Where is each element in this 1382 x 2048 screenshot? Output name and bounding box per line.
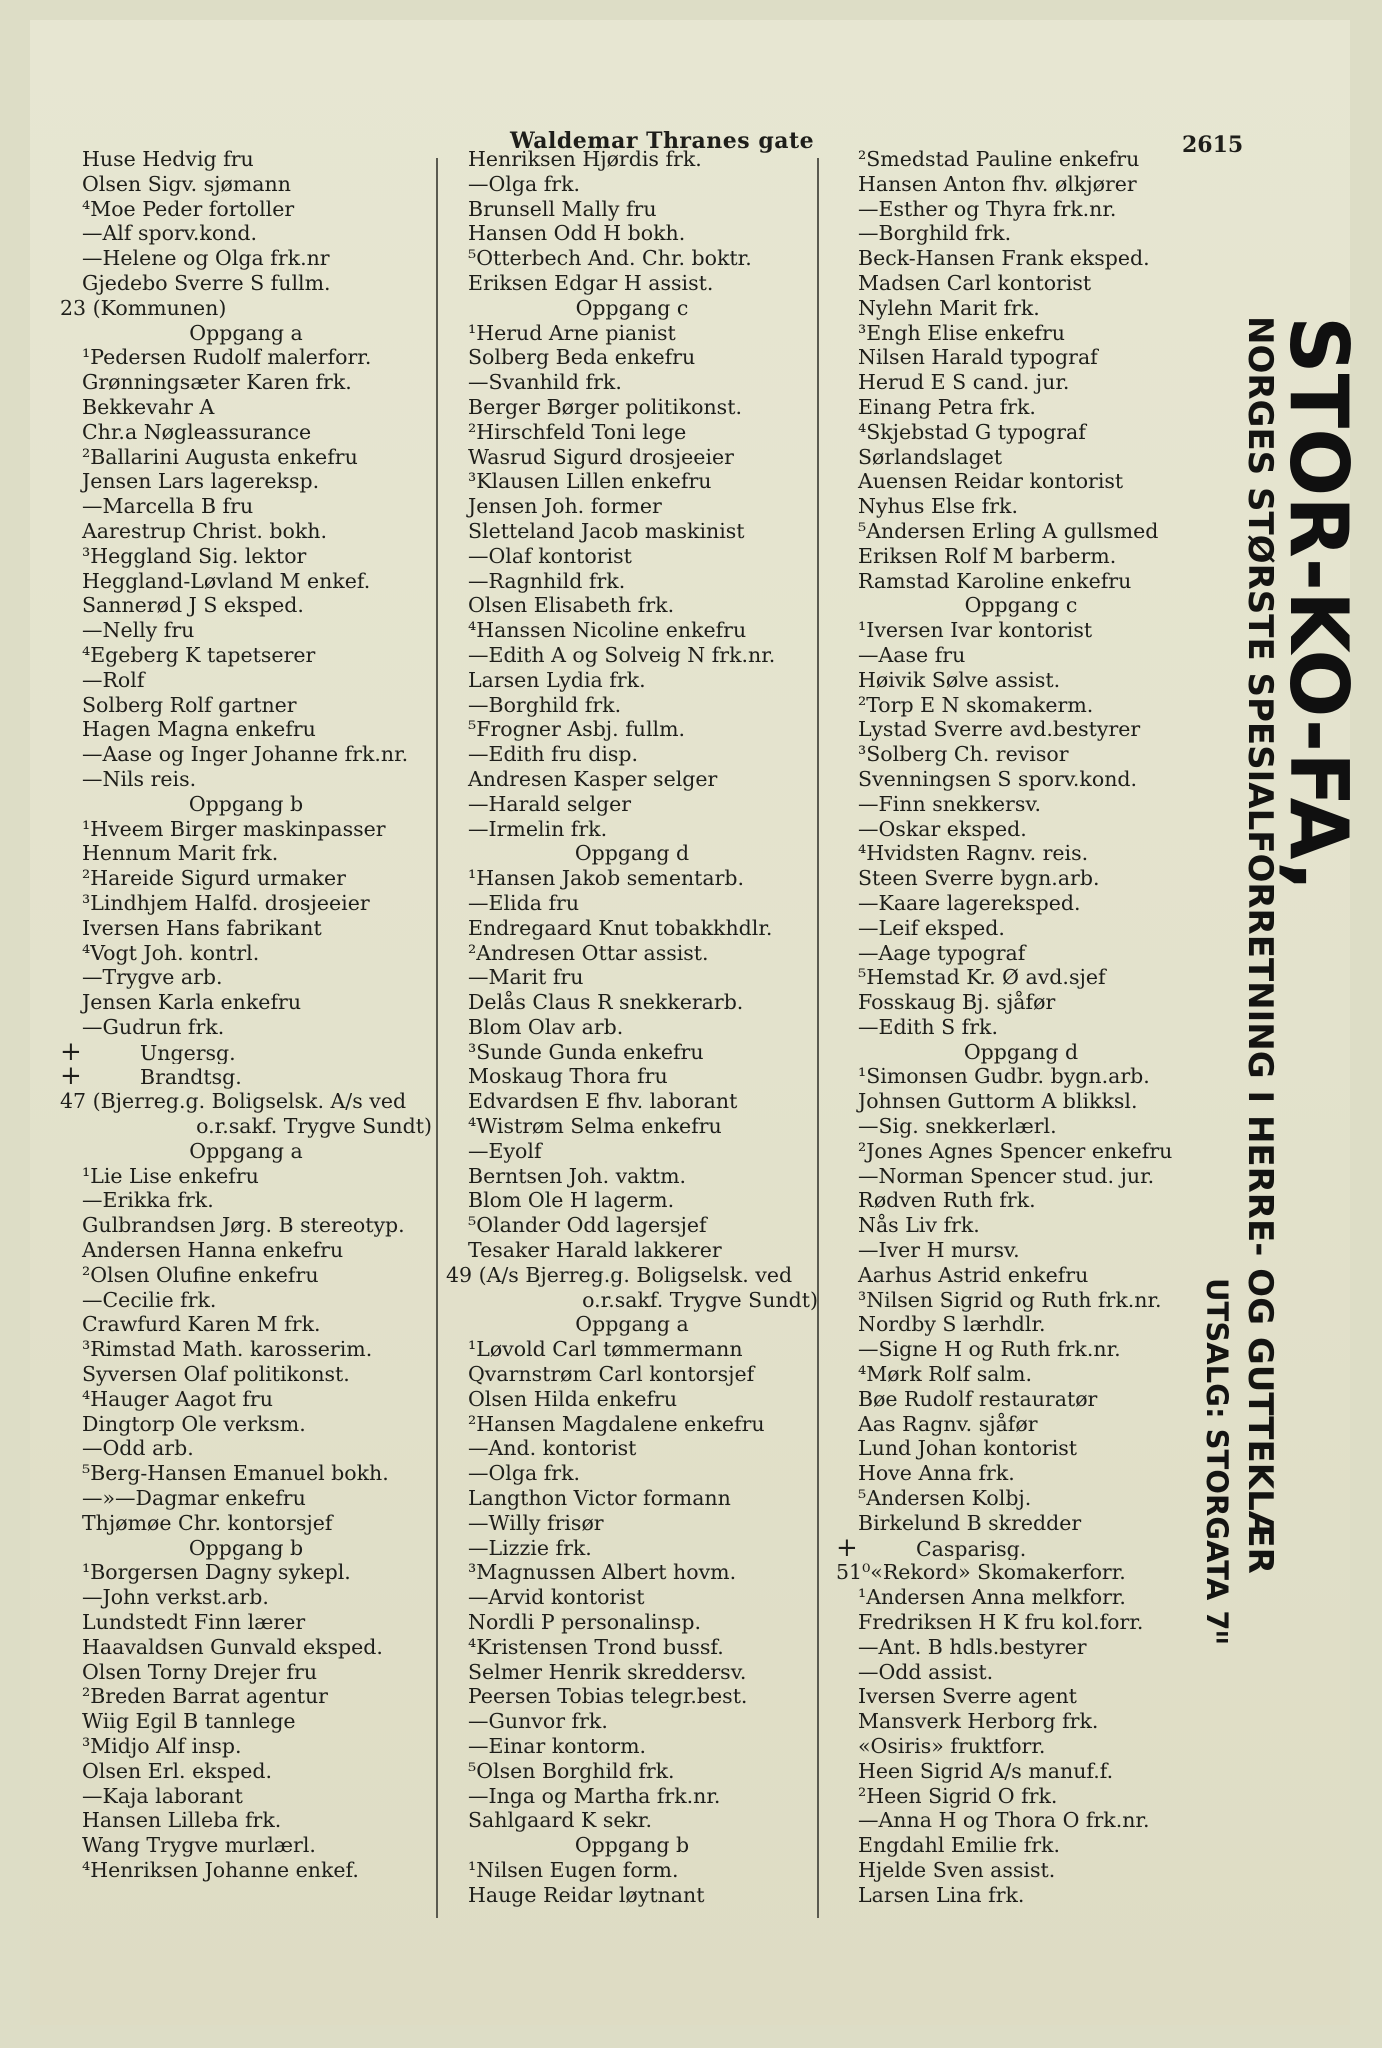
- resident-entry: ³Heggland Sig. lektor: [82, 543, 307, 568]
- resident-entry: —Edith fru disp.: [468, 742, 639, 767]
- resident-entry: —And. kontorist: [468, 1436, 637, 1461]
- resident-entry: Andersen Hanna enkefru: [82, 1238, 344, 1263]
- ad-address: UTSALG: STORGATA 7ᴵᴵ: [1200, 1278, 1234, 1645]
- resident-entry: —Signe H og Ruth frk.nr.: [858, 1337, 1121, 1362]
- house-number: 51⁰«Rekord» Skomakerforr.: [836, 1560, 1126, 1585]
- resident-entry: ³Rimstad Math. karosserim.: [82, 1337, 373, 1362]
- resident-entry: Sahlgaard K sekr.: [468, 1808, 652, 1833]
- resident-entry: Johnsen Guttorm A blikksl.: [858, 1089, 1138, 1114]
- resident-entry: Iversen Sverre agent: [858, 1684, 1077, 1709]
- resident-entry: Hansen Lilleba frk.: [82, 1808, 282, 1833]
- resident-entry: —Marcella B fru: [82, 494, 254, 519]
- resident-entry: Rødven Ruth frk.: [858, 1188, 1036, 1213]
- resident-entry: ¹Pedersen Rudolf malerforr.: [82, 345, 372, 370]
- resident-entry: ³Midjo Alf insp.: [82, 1734, 242, 1758]
- resident-entry: ⁴Hvidsten Ragnv. reis.: [858, 841, 1089, 866]
- resident-entry: Hagen Magna enkefru: [82, 717, 316, 742]
- cross-icon: +: [836, 1535, 858, 1561]
- resident-entry: Olsen Torny Drejer fru: [82, 1659, 318, 1684]
- resident-entry: Hjelde Sven assist.: [858, 1857, 1056, 1882]
- resident-entry: ²Jones Agnes Spencer enkefru: [858, 1138, 1173, 1163]
- resident-entry: Madsen Carl kontorist: [858, 270, 1092, 295]
- resident-entry: Gulbrandsen Jørg. B stereotyp.: [82, 1213, 405, 1238]
- resident-entry: Grønningsæter Karen frk.: [82, 370, 352, 395]
- resident-entry: Hove Anna frk.: [858, 1461, 1015, 1486]
- resident-entry: —Norman Spencer stud. jur.: [858, 1163, 1155, 1188]
- resident-entry: Eriksen Edgar H assist.: [468, 270, 714, 295]
- resident-entry: Tesaker Harald lakkerer: [468, 1238, 722, 1263]
- resident-entry: Aarestrup Christ. bokh.: [82, 518, 327, 543]
- cross-street-label: Brandtsg.: [140, 1065, 242, 1090]
- cross-street: [60, 1064, 432, 1089]
- resident-entry: Fredriksen H K fru kol.forr.: [858, 1610, 1144, 1635]
- resident-entry: Jensen Lars lagereksp.: [82, 469, 320, 494]
- resident-entry: ⁴Henriksen Johanne enkef.: [82, 1857, 359, 1882]
- column-divider: [436, 158, 438, 1918]
- resident-entry: Huse Hedvig fru: [82, 147, 254, 171]
- resident-entry: ⁵Hemstad Kr. Ø avd.sjef: [858, 965, 1106, 990]
- resident-entry: Olsen Sigv. sjømann: [82, 171, 291, 196]
- resident-entry: —Helene og Olga frk.nr: [82, 246, 330, 271]
- resident-entry: ⁴Hauger Aagot fru: [82, 1386, 273, 1411]
- resident-entry: —Einar kontorm.: [468, 1734, 647, 1758]
- resident-entry: ⁵Andersen Erling A gullsmed: [858, 518, 1159, 543]
- resident-entry: ⁵Olander Odd lagersjef: [468, 1213, 707, 1238]
- resident-entry: Auensen Reidar kontorist: [858, 469, 1124, 494]
- resident-entry: Iversen Hans fabrikant: [82, 915, 322, 940]
- resident-entry: ⁵Frogner Asbj. fullm.: [468, 717, 686, 742]
- section-heading: Oppgang a: [189, 320, 303, 345]
- resident-entry: —Borghild frk.: [858, 221, 1012, 246]
- resident-entry: Nås Liv frk.: [858, 1213, 980, 1238]
- resident-entry: Lystad Sverre avd.bestyrer: [858, 717, 1141, 742]
- resident-entry: Qvarnstrøm Carl kontorsjef: [468, 1362, 755, 1387]
- resident-entry: ²Ballarini Augusta enkefru: [82, 444, 358, 469]
- resident-entry: Einang Petra frk.: [858, 394, 1036, 419]
- resident-entry: ⁴Wistrøm Selma enkefru: [468, 1114, 722, 1139]
- resident-entry: Nilsen Harald typograf: [858, 345, 1098, 370]
- resident-entry: ⁴Kristensen Trond bussf.: [468, 1634, 724, 1659]
- section-heading: Oppgang a: [189, 1138, 303, 1163]
- resident-entry: ¹Simonsen Gudbr. bygn.arb.: [858, 1064, 1150, 1089]
- resident-entry: —John verkst.arb.: [82, 1585, 269, 1610]
- resident-entry: Endregaard Knut tobakkhdlr.: [468, 915, 773, 940]
- resident-entry: ¹Lie Lise enkefru: [82, 1163, 259, 1188]
- section-heading: Oppgang c: [964, 593, 1078, 618]
- building-owner: o.r.sakf. Trygve Sundt): [196, 1114, 432, 1139]
- resident-entry: ¹Andersen Anna melkforr.: [858, 1585, 1126, 1610]
- resident-entry: —Gunvor frk.: [468, 1709, 608, 1734]
- resident-entry: —Olga frk.: [468, 171, 581, 196]
- resident-entry: —Aase fru: [858, 642, 966, 667]
- resident-entry: —Finn snekkersv.: [858, 791, 1042, 816]
- resident-entry: —Rolf: [82, 667, 145, 692]
- resident-entry: Bøe Rudolf restauratør: [858, 1386, 1098, 1411]
- resident-entry: —Olga frk.: [468, 1461, 581, 1486]
- resident-entry: ⁴Mørk Rolf salm.: [858, 1362, 1032, 1387]
- resident-entry: Hennum Marit frk.: [82, 841, 279, 866]
- resident-entry: ²Andresen Ottar assist.: [468, 940, 709, 965]
- resident-entry: Jensen Karla enkefru: [82, 990, 302, 1015]
- resident-entry: Larsen Lina frk.: [858, 1882, 1025, 1907]
- resident-entry: ³Magnussen Albert hovm.: [468, 1560, 737, 1585]
- ad-brand: STOR-KO-FA,: [1272, 316, 1365, 892]
- resident-entry: Langthon Victor formann: [468, 1486, 731, 1511]
- section-heading: Oppgang c: [575, 295, 689, 320]
- ad-slogan: NORGES STØRSTE SPESIALFORRETNING I HERRE- OG GUTTEKLÆR: [1240, 316, 1280, 1574]
- resident-entry: ¹Hveem Birger maskinpasser: [82, 816, 386, 841]
- resident-entry: ⁵Andersen Kolbj.: [858, 1486, 1032, 1511]
- column-3: [836, 147, 1206, 1908]
- resident-entry: Nordby S lærhdlr.: [858, 1312, 1046, 1337]
- resident-entry: Birkelund B skredder: [858, 1510, 1082, 1535]
- resident-entry: Aarhus Astrid enkefru: [858, 1262, 1089, 1287]
- page-number: 2615: [1182, 132, 1244, 158]
- resident-entry: Solberg Beda enkefru: [468, 345, 696, 370]
- resident-entry: —Marit fru: [468, 965, 584, 990]
- resident-entry: Mansverk Herborg frk.: [858, 1709, 1099, 1734]
- resident-entry: —Svanhild frk.: [468, 370, 622, 395]
- resident-entry: —Edith A og Solveig N frk.nr.: [468, 642, 776, 667]
- resident-entry: —Inga og Martha frk.nr.: [468, 1783, 721, 1808]
- resident-entry: ²Heen Sigrid O frk.: [858, 1783, 1058, 1808]
- column-1: [60, 147, 432, 1883]
- resident-entry: Moskaug Thora fru: [468, 1064, 668, 1089]
- resident-entry: —Aase og Inger Johanne frk.nr.: [82, 742, 409, 767]
- resident-entry: ²Smedstad Pauline enkefru: [858, 147, 1140, 171]
- resident-entry: Olsen Hilda enkefru: [468, 1386, 678, 1411]
- cross-street-label: Casparisg.: [916, 1536, 1027, 1561]
- resident-entry: Andresen Kasper selger: [468, 766, 718, 791]
- resident-entry: ²Torp E N skomakerm.: [858, 692, 1094, 717]
- resident-entry: Hauge Reidar løytnant: [468, 1882, 705, 1907]
- resident-entry: —»—Dagmar enkefru: [82, 1486, 306, 1511]
- section-heading: Oppgang d: [574, 841, 690, 866]
- cross-icon: +: [60, 1064, 82, 1090]
- resident-entry: ¹Nilsen Eugen form.: [468, 1857, 679, 1882]
- resident-entry: Sørlandslaget: [858, 444, 1003, 469]
- resident-entry: Wiig Egil B tannlege: [82, 1709, 296, 1734]
- resident-entry: —Odd assist.: [858, 1659, 994, 1684]
- resident-entry: ³Klausen Lillen enkefru: [468, 469, 712, 494]
- resident-entry: ¹Iversen Ivar kontorist: [858, 618, 1093, 643]
- resident-entry: Larsen Lydia frk.: [468, 667, 646, 692]
- resident-entry: —Olaf kontorist: [468, 543, 632, 568]
- resident-entry: ²Olsen Olufine enkefru: [82, 1262, 319, 1287]
- resident-entry: Delås Claus R snekkerarb.: [468, 990, 744, 1015]
- resident-entry: Chr.a Nøgleassurance: [82, 419, 312, 444]
- resident-entry: Berger Børger politikonst.: [468, 394, 742, 419]
- resident-entry: Wasrud Sigurd drosjeeier: [468, 444, 734, 469]
- resident-entry: ²Hareide Sigurd urmaker: [82, 866, 346, 891]
- resident-entry: Heggland-Løvland M enkef.: [82, 568, 371, 593]
- resident-entry: —Iver H mursv.: [858, 1238, 1020, 1263]
- resident-entry: —Alf sporv.kond.: [82, 221, 258, 246]
- resident-entry: —Gudrun frk.: [82, 1014, 225, 1039]
- resident-entry: Sannerød J S eksped.: [82, 593, 304, 618]
- resident-entry: Lundstedt Finn lærer: [82, 1610, 306, 1635]
- resident-entry: Nylehn Marit frk.: [858, 295, 1040, 320]
- resident-entry: ²Hansen Magdalene enkefru: [468, 1411, 765, 1436]
- section-heading: Oppgang b: [574, 1833, 690, 1858]
- resident-entry: —Kaja laborant: [82, 1783, 243, 1808]
- resident-entry: —Borghild frk.: [468, 692, 622, 717]
- resident-entry: Svenningsen S sporv.kond.: [858, 766, 1138, 791]
- section-heading: Oppgang b: [188, 1535, 304, 1560]
- section-heading: Oppgang b: [188, 791, 304, 816]
- resident-entry: ⁴Hanssen Nicoline enkefru: [468, 618, 747, 643]
- resident-entry: —Esther og Thyra frk.nr.: [858, 196, 1117, 221]
- resident-entry: —Erikka frk.: [82, 1188, 214, 1213]
- resident-entry: Henriksen Hjørdis frk.: [468, 147, 702, 171]
- resident-entry: ⁵Olsen Borghild frk.: [468, 1758, 675, 1783]
- resident-entry: Blom Olav arb.: [468, 1014, 624, 1039]
- resident-entry: Syversen Olaf politikonst.: [82, 1362, 350, 1387]
- resident-entry: ⁵Otterbech And. Chr. boktr.: [468, 246, 752, 271]
- resident-entry: Nordli P personalinsp.: [468, 1610, 701, 1635]
- house-number: 23 (Kommunen): [60, 295, 227, 320]
- resident-entry: Eriksen Rolf M barberm.: [858, 543, 1117, 568]
- cross-street: [836, 1536, 1206, 1561]
- resident-entry: ⁴Moe Peder fortoller: [82, 196, 295, 221]
- resident-entry: Hansen Odd H bokh.: [468, 221, 686, 246]
- resident-entry: Solberg Rolf gartner: [82, 692, 297, 717]
- cross-icon: +: [60, 1039, 82, 1065]
- resident-entry: —Willy frisør: [468, 1510, 604, 1535]
- resident-entry: Høivik Sølve assist.: [858, 667, 1061, 692]
- advertisement: [1200, 316, 1365, 1876]
- resident-entry: —Aage typograf: [858, 940, 1026, 965]
- resident-entry: Lund Johan kontorist: [858, 1436, 1078, 1461]
- resident-entry: ³Engh Elise enkefru: [858, 320, 1065, 345]
- resident-entry: —Cecilie frk.: [82, 1287, 217, 1312]
- resident-entry: Blom Ole H lagerm.: [468, 1188, 675, 1213]
- resident-entry: Bekkevahr A: [82, 394, 215, 419]
- resident-entry: —Elida fru: [468, 890, 580, 915]
- resident-entry: Sletteland Jacob maskinist: [468, 518, 745, 543]
- resident-entry: ¹Borgersen Dagny sykepl.: [82, 1560, 351, 1585]
- building-owner: o.r.sakf. Trygve Sundt): [582, 1287, 818, 1312]
- resident-entry: ¹Løvold Carl tømmermann: [468, 1337, 743, 1362]
- resident-entry: ⁴Skjebstad G typograf: [858, 419, 1086, 444]
- resident-entry: —Sig. snekkerlærl.: [858, 1114, 1057, 1139]
- resident-entry: Gjedebo Sverre S fullm.: [82, 270, 331, 295]
- resident-entry: ¹Herud Arne pianist: [468, 320, 676, 345]
- resident-entry: Heen Sigrid A/s manuf.f.: [858, 1758, 1114, 1783]
- column-2: [446, 147, 818, 1908]
- resident-entry: Aas Ragnv. sjåfør: [858, 1411, 1038, 1436]
- resident-entry: —Eyolf: [468, 1138, 542, 1163]
- house-number: 49 (A/s Bjerreg.g. Boligselsk. ved: [446, 1262, 793, 1287]
- resident-entry: Beck-Hansen Frank eksped.: [858, 246, 1150, 271]
- resident-entry: Wang Trygve murlærl.: [82, 1833, 316, 1858]
- resident-entry: ³Lindhjem Halfd. drosjeeier: [82, 890, 370, 915]
- resident-entry: Peersen Tobias telegr.best.: [468, 1684, 748, 1709]
- resident-entry: Berntsen Joh. vaktm.: [468, 1163, 687, 1188]
- resident-entry: ²Hirschfeld Toni lege: [468, 419, 687, 444]
- resident-entry: ⁴Egeberg K tapetserer: [82, 642, 316, 667]
- resident-entry: Brunsell Mally fru: [468, 196, 657, 221]
- resident-entry: —Oskar eksped.: [858, 816, 1027, 841]
- resident-entry: ³Nilsen Sigrid og Ruth frk.nr.: [858, 1287, 1162, 1312]
- cross-street-label: Ungersg.: [140, 1040, 236, 1065]
- resident-entry: —Leif eksped.: [858, 915, 1005, 940]
- resident-entry: ³Sunde Gunda enkefru: [468, 1039, 704, 1064]
- resident-entry: —Ragnhild frk.: [468, 568, 626, 593]
- resident-entry: Crawfurd Karen M frk.: [82, 1312, 321, 1337]
- resident-entry: —Arvid kontorist: [468, 1585, 645, 1610]
- resident-entry: Steen Sverre bygn.arb.: [858, 866, 1100, 891]
- resident-entry: —Odd arb.: [82, 1436, 194, 1461]
- resident-entry: Olsen Elisabeth frk.: [468, 593, 675, 618]
- resident-entry: Fosskaug Bj. sjåfør: [858, 990, 1056, 1015]
- resident-entry: ²Breden Barrat agentur: [82, 1684, 328, 1709]
- resident-entry: —Irmelin frk.: [468, 816, 608, 841]
- resident-entry: Engdahl Emilie frk.: [858, 1833, 1060, 1858]
- resident-entry: ⁴Vogt Joh. kontrl.: [82, 940, 260, 965]
- resident-entry: Selmer Henrik skreddersv.: [468, 1659, 747, 1684]
- page-title: Waldemar Thranes gate: [510, 128, 815, 154]
- resident-entry: Olsen Erl. eksped.: [82, 1758, 273, 1783]
- resident-entry: Ramstad Karoline enkefru: [858, 568, 1132, 593]
- resident-entry: —Ant. B hdls.bestyrer: [858, 1634, 1087, 1659]
- section-heading: Oppgang a: [575, 1312, 689, 1337]
- resident-entry: Dingtorp Ole verksm.: [82, 1411, 306, 1436]
- resident-entry: Jensen Joh. former: [468, 494, 662, 519]
- resident-entry: Herud E S cand. jur.: [858, 370, 1070, 395]
- resident-entry: —Trygve arb.: [82, 965, 223, 990]
- resident-entry: ⁵Berg-Hansen Emanuel bokh.: [82, 1461, 389, 1486]
- resident-entry: Nyhus Else frk.: [858, 494, 1018, 519]
- resident-entry: Haavaldsen Gunvald eksped.: [82, 1634, 383, 1659]
- resident-entry: —Edith S frk.: [858, 1014, 998, 1039]
- resident-entry: Hansen Anton fhv. ølkjører: [858, 171, 1137, 196]
- resident-entry: —Kaare lagereksped.: [858, 890, 1081, 915]
- cross-street: [60, 1040, 432, 1065]
- resident-entry: —Anna H og Thora O frk.nr.: [858, 1808, 1150, 1833]
- resident-entry: —Nelly fru: [82, 618, 195, 643]
- resident-entry: —Lizzie frk.: [468, 1535, 592, 1560]
- section-heading: Oppgang d: [963, 1039, 1079, 1064]
- resident-entry: —Harald selger: [468, 791, 632, 816]
- resident-entry: —Nils reis.: [82, 766, 197, 791]
- resident-entry: ³Solberg Ch. revisor: [858, 742, 1069, 767]
- resident-entry: Thjømøe Chr. kontorsjef: [82, 1510, 333, 1535]
- resident-entry: ¹Hansen Jakob sementarb.: [468, 866, 745, 891]
- house-number: 47 (Bjerreg.g. Boligselsk. A/s ved: [60, 1089, 407, 1114]
- resident-entry: Edvardsen E fhv. laborant: [468, 1089, 738, 1114]
- resident-entry: «Osiris» fruktforr.: [858, 1734, 1046, 1758]
